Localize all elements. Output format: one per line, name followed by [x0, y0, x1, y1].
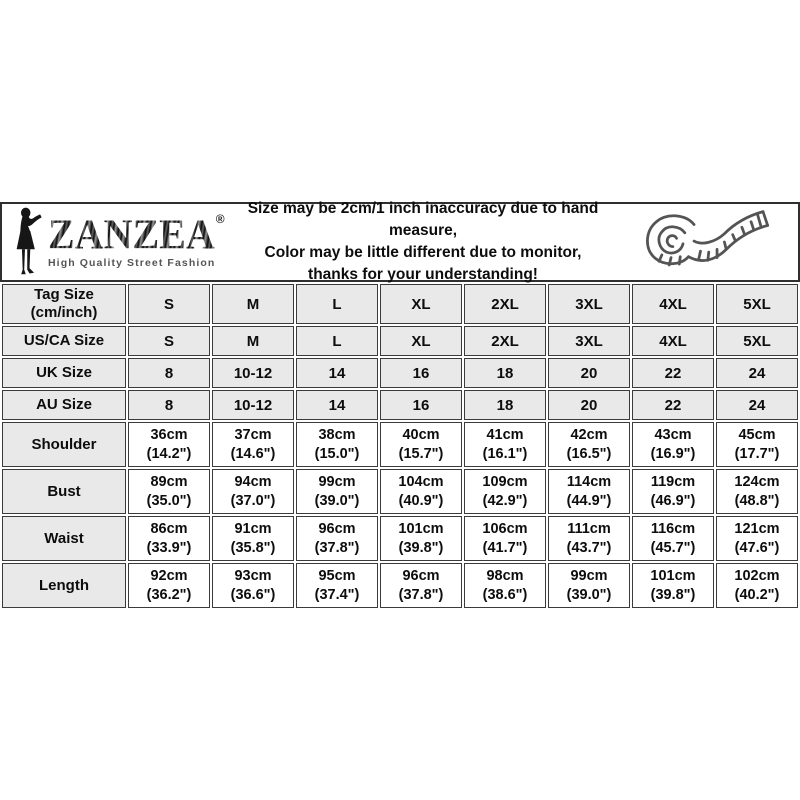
table-cell: 10-12 — [212, 390, 294, 420]
table-cell: 16 — [380, 358, 462, 388]
table-cell: 16 — [380, 390, 462, 420]
table-cell: 96cm (37.8") — [296, 516, 378, 561]
disclaimer-line-3: thanks for your understanding! — [308, 266, 538, 283]
row-label: Bust — [2, 469, 126, 514]
row-label: Waist — [2, 516, 126, 561]
table-cell: 101cm (39.8") — [632, 563, 714, 608]
table-row — [2, 516, 798, 561]
table-cell: 36cm (14.2") — [128, 422, 210, 467]
row-label: Tag Size (cm/inch) — [2, 284, 126, 324]
size-table-body — [2, 284, 798, 608]
table-cell: 20 — [548, 358, 630, 388]
woman-silhouette-icon — [10, 206, 46, 278]
table-cell: 124cm (48.8") — [716, 469, 798, 514]
table-cell: 18 — [464, 358, 546, 388]
table-row — [2, 390, 798, 420]
table-cell: XL — [380, 284, 462, 324]
table-cell: 8 — [128, 358, 210, 388]
table-cell: 91cm (35.8") — [212, 516, 294, 561]
table-cell: 93cm (36.6") — [212, 563, 294, 608]
measurement-disclaimer — [220, 198, 626, 286]
table-cell: 4XL — [632, 326, 714, 356]
brand-logo-text — [48, 210, 225, 269]
table-cell: 119cm (46.9") — [632, 469, 714, 514]
row-label: Length — [2, 563, 126, 608]
size-chart-sheet — [0, 202, 800, 610]
table-cell: 95cm (37.4") — [296, 563, 378, 608]
table-cell: L — [296, 284, 378, 324]
table-cell: 99cm (39.0") — [548, 563, 630, 608]
table-cell: 2XL — [464, 284, 546, 324]
table-cell: 4XL — [632, 284, 714, 324]
table-cell: 22 — [632, 358, 714, 388]
table-cell: 18 — [464, 390, 546, 420]
table-cell: S — [128, 284, 210, 324]
table-cell: 111cm (43.7") — [548, 516, 630, 561]
table-cell: 101cm (39.8") — [380, 516, 462, 561]
row-label: UK Size — [2, 358, 126, 388]
table-cell: 114cm (44.9") — [548, 469, 630, 514]
table-cell: 86cm (33.9") — [128, 516, 210, 561]
table-cell: 102cm (40.2") — [716, 563, 798, 608]
table-row — [2, 563, 798, 608]
registered-mark-icon: ® — [215, 212, 225, 226]
table-cell: 2XL — [464, 326, 546, 356]
table-cell: 37cm (14.6") — [212, 422, 294, 467]
table-cell: 5XL — [716, 284, 798, 324]
table-cell: 109cm (42.9") — [464, 469, 546, 514]
table-cell: M — [212, 284, 294, 324]
disclaimer-line-2: Color may be little different due to monitor, — [264, 244, 582, 261]
tape-measure-icon — [626, 206, 798, 278]
row-label: AU Size — [2, 390, 126, 420]
disclaimer-line-1: Size may be 2cm/1 inch inaccuracy due to hand measure, — [247, 200, 599, 239]
row-label: US/CA Size — [2, 326, 126, 356]
table-row — [2, 358, 798, 388]
row-label: Shoulder — [2, 422, 126, 467]
table-cell: 121cm (47.6") — [716, 516, 798, 561]
table-cell: 42cm (16.5") — [548, 422, 630, 467]
header-band — [0, 202, 800, 282]
brand-logo — [2, 206, 225, 278]
table-cell: 20 — [548, 390, 630, 420]
table-cell: 92cm (36.2") — [128, 563, 210, 608]
table-cell: XL — [380, 326, 462, 356]
table-cell: 3XL — [548, 326, 630, 356]
table-cell: 24 — [716, 390, 798, 420]
brand-name: ZANZEA — [48, 210, 215, 259]
table-cell: 14 — [296, 390, 378, 420]
table-row — [2, 469, 798, 514]
table-cell: 38cm (15.0") — [296, 422, 378, 467]
table-cell: 106cm (41.7") — [464, 516, 546, 561]
table-cell: 8 — [128, 390, 210, 420]
table-cell: 3XL — [548, 284, 630, 324]
table-cell: 89cm (35.0") — [128, 469, 210, 514]
table-cell: 40cm (15.7") — [380, 422, 462, 467]
size-table — [0, 282, 800, 610]
table-cell: 43cm (16.9") — [632, 422, 714, 467]
table-cell: 94cm (37.0") — [212, 469, 294, 514]
table-row — [2, 422, 798, 467]
table-row — [2, 284, 798, 324]
table-cell: 99cm (39.0") — [296, 469, 378, 514]
brand-tagline: High Quality Street Fashion — [48, 257, 216, 269]
table-cell: 22 — [632, 390, 714, 420]
table-cell: 96cm (37.8") — [380, 563, 462, 608]
table-cell: 24 — [716, 358, 798, 388]
table-cell: 116cm (45.7") — [632, 516, 714, 561]
table-row — [2, 326, 798, 356]
table-cell: 45cm (17.7") — [716, 422, 798, 467]
table-cell: 104cm (40.9") — [380, 469, 462, 514]
table-cell: 10-12 — [212, 358, 294, 388]
table-cell: 14 — [296, 358, 378, 388]
table-cell: 41cm (16.1") — [464, 422, 546, 467]
table-cell: 98cm (38.6") — [464, 563, 546, 608]
table-cell: M — [212, 326, 294, 356]
table-cell: 5XL — [716, 326, 798, 356]
table-cell: S — [128, 326, 210, 356]
table-cell: L — [296, 326, 378, 356]
